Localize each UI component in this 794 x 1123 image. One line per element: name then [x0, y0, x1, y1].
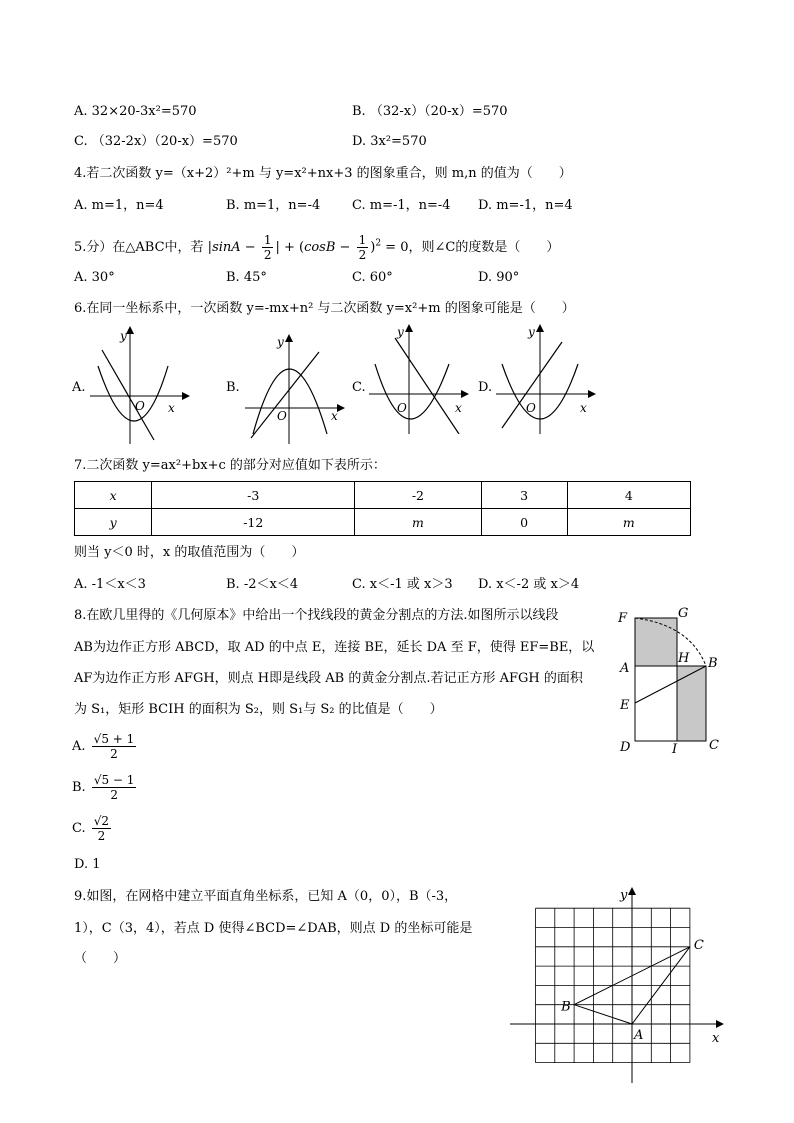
- q6-label-a: A.: [72, 380, 86, 395]
- q4-option-a: A. m=1，n=4: [74, 198, 164, 213]
- q6-graph-c: [369, 324, 469, 434]
- q7-stem: 7.二次函数 y=ax²+bx+c 的部分对应值如下表所示：: [74, 458, 386, 473]
- q6-b-origin: O: [277, 409, 287, 423]
- point-b-label: B: [561, 999, 571, 1015]
- q8-label-A: A: [620, 661, 630, 676]
- point-a-label: A: [634, 1028, 644, 1043]
- q6-graph-a: [90, 326, 190, 444]
- q9-line-2: 1），C（3，4），若点 D 使得∠BCD=∠DAB，则点 D 的坐标可能是: [74, 921, 473, 936]
- q3-option-c: C. （32-2x）（20-x）=570: [74, 134, 238, 149]
- q8-option-d: D. 1: [74, 857, 101, 872]
- table-row-x: [75, 482, 691, 509]
- table-cell: -12: [152, 509, 355, 536]
- q6-graph-b: [245, 334, 345, 444]
- q3-option-d: D. 3x²=570: [352, 134, 427, 149]
- q8-label-C: C: [709, 738, 719, 753]
- q6-b-x-label: x: [331, 409, 338, 423]
- q9-grid-figure: [508, 883, 733, 1088]
- q8-label-B: B: [708, 656, 718, 671]
- q6-a-x-label: x: [168, 401, 175, 415]
- q9-line-3: （ ）: [74, 951, 127, 966]
- q6-stem: 6.在同一坐标系中，一次函数 y=-mx+n² 与二次函数 y=x²+m 的图象可能是（ ）: [74, 301, 575, 316]
- q8-label-I: I: [672, 742, 678, 755]
- q8-a-den: 2: [110, 747, 118, 761]
- q6-label-c: C.: [352, 380, 366, 395]
- q6-d-y-label: y: [528, 325, 535, 339]
- q5-option-b: B. 45°: [226, 270, 267, 285]
- q4-stem: 4.若二次函数 y=（x+2）²+m 与 y=x²+nx+3 的图象重合，则 m,n 的值为（ ）: [74, 166, 572, 181]
- q8-line-4: 为 S₁，矩形 BCIH 的面积为 S₂，则 S₁与 S₂ 的比值是（ ）: [74, 702, 443, 717]
- q6-a-origin: O: [135, 399, 145, 413]
- q6-a-y-label: y: [120, 329, 127, 343]
- q4-option-c: C. m=-1，n=-4: [352, 198, 451, 213]
- table-cell: -2: [355, 482, 482, 509]
- q3-option-a: A. 32×20-3x²=570: [74, 104, 197, 119]
- q8-line-1: 8.在欧几里得的《几何原本》中给出一个找线段的黄金分割点的方法.如图所示以线段: [74, 608, 559, 623]
- q8-label-G: G: [678, 606, 689, 621]
- q7-question: 则当 y＜0 时，x 的取值范围为（ ）: [74, 545, 305, 560]
- q7-option-a: A. -1＜x＜3: [74, 577, 146, 592]
- q5-stem: [74, 233, 559, 262]
- q8-line-3: AF为边作正方形 AFGH，则点 H即是线段 AB 的黄金分割点.若记正方形 AFGH 的面积: [74, 671, 583, 686]
- q8-label-E: E: [620, 698, 630, 713]
- table-cell: 4: [567, 482, 690, 509]
- q6-c-origin: O: [397, 401, 407, 415]
- q6-d-x-label: x: [580, 401, 587, 415]
- q6-label-d: D.: [478, 380, 493, 395]
- table-cell: x: [75, 482, 152, 509]
- q6-label-b: B.: [226, 380, 240, 395]
- q8-golden-ratio-figure: [610, 605, 730, 755]
- q8-option-a: [72, 731, 138, 763]
- q8-label-F: F: [618, 611, 628, 626]
- q4-option-b: B. m=1，n=-4: [226, 198, 321, 213]
- q6-d-origin: O: [526, 401, 536, 415]
- q7-option-b: B. -2＜x＜4: [226, 577, 299, 592]
- table-cell: 0: [481, 509, 567, 536]
- table-cell: 3: [481, 482, 567, 509]
- q8-option-b: [72, 772, 138, 804]
- q5-suffix: ，则∠C的度数是（ ）: [408, 240, 560, 255]
- q7-value-table: [74, 481, 691, 536]
- table-cell: m: [567, 509, 690, 536]
- q8-c-den: 2: [97, 829, 106, 843]
- table-cell: m: [355, 509, 482, 536]
- q8-option-c-label: C.: [72, 821, 86, 836]
- q9-line-1: 9.如图，在网格中建立平面直角坐标系，已知 A（0，0），B（-3，: [74, 889, 458, 904]
- q5-option-d: D. 90°: [478, 270, 520, 285]
- table-row-y: [75, 509, 691, 536]
- q6-graph-d: [496, 324, 596, 434]
- q8-b-den: 2: [110, 788, 118, 802]
- q8-label-H: H: [678, 651, 690, 666]
- q5-option-c: C. 60°: [352, 270, 393, 285]
- q5-formula: |sinA − $\frac{1}{2}$ | + (cosB − $\frac{1}{2}$ )$^2$ = 0: [207, 233, 409, 262]
- table-cell: -3: [152, 482, 355, 509]
- x-axis-label: x: [712, 1031, 720, 1046]
- q6-b-y-label: y: [277, 335, 284, 349]
- x-axis-arrow: [716, 1020, 724, 1028]
- y-axis-label: y: [620, 888, 628, 903]
- q8-line-2: AB为边作正方形 ABCD，取 AD 的中点 E，连接 BE，延长 DA 至 F，使得 EF=BE，以: [74, 640, 595, 655]
- q8-b-num: √5 − 1: [93, 773, 135, 787]
- q7-option-c: C. x＜-1 或 x＞3: [352, 577, 453, 592]
- q8-c-num: √2: [93, 814, 110, 828]
- q7-option-d: D. x＜-2 或 x＞4: [478, 577, 580, 592]
- q8-option-a-label: A.: [72, 739, 86, 754]
- q5-option-a: A. 30°: [74, 270, 115, 285]
- table-cell: y: [75, 509, 152, 536]
- q8-label-D: D: [620, 740, 631, 755]
- point-c-label: C: [693, 937, 704, 953]
- q6-c-y-label: y: [397, 325, 404, 339]
- q8-a-num: √5 + 1: [93, 732, 135, 746]
- q3-option-b: B. （32-x）（20-x）=570: [352, 104, 508, 119]
- q4-option-d: D. m=-1，n=4: [478, 198, 573, 213]
- q8-option-b-label: B.: [72, 780, 86, 795]
- y-axis-arrow: [628, 887, 636, 895]
- q8-option-c: [72, 813, 113, 845]
- q5-prefix: 5.分）在△ABC中，若: [74, 240, 204, 255]
- q6-c-x-label: x: [455, 401, 462, 415]
